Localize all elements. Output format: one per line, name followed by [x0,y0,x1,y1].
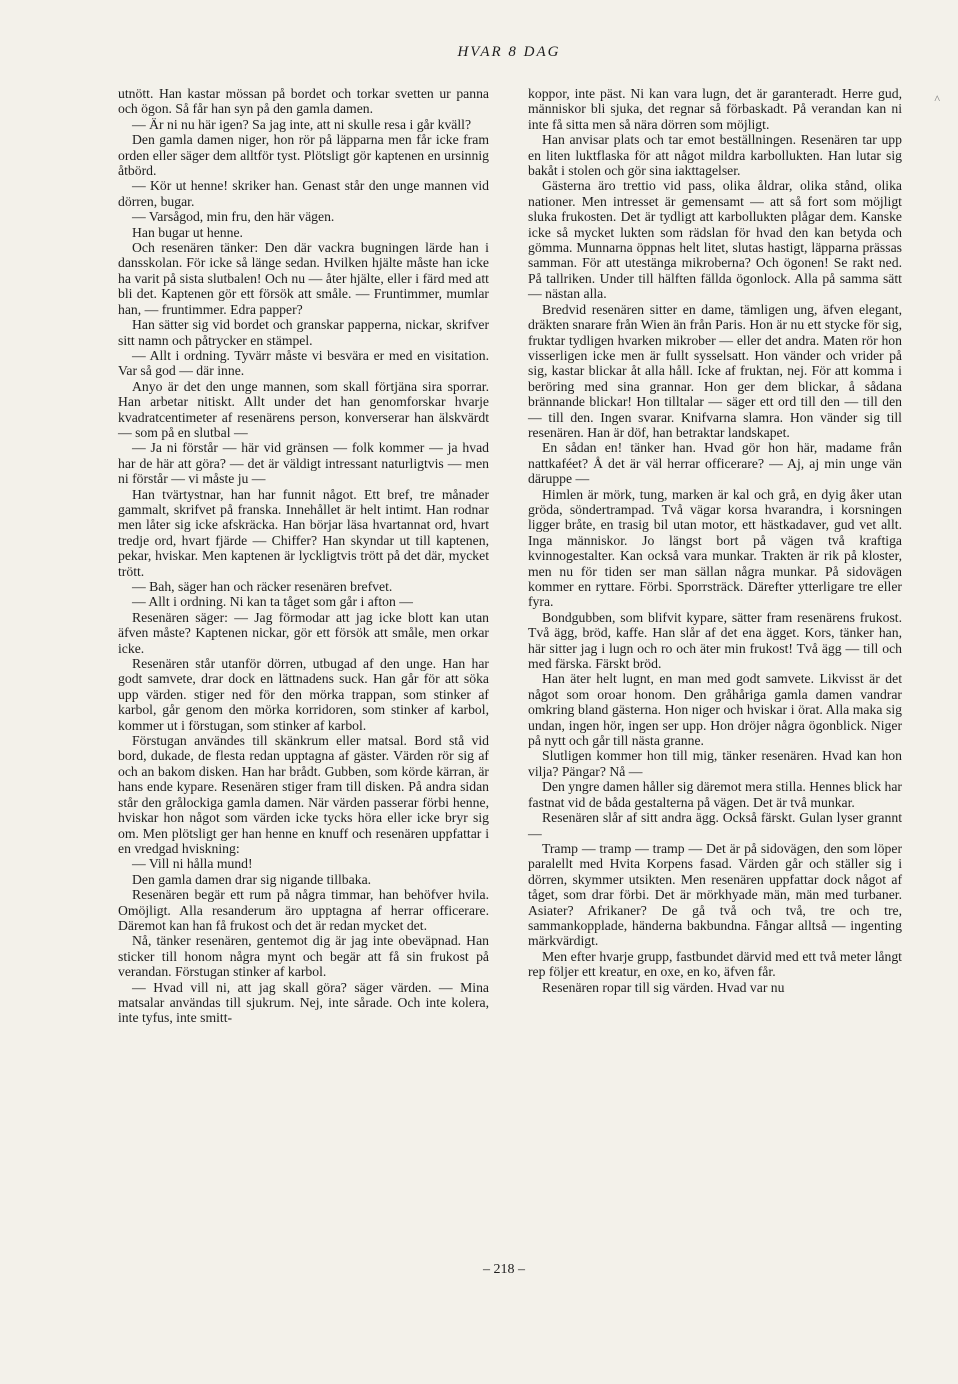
paragraph: Den gamla damen niger, hon rör på läpparna men får icke fram orden eller säger dem alltför tyst. Plötsligt gör kaptenen en ursinnig åtbörd. [118,132,489,179]
paragraph: — Kör ut henne! skriker han. Genast står den unge mannen vid dörren, bugar. [118,178,489,209]
paragraph: Resenären slår af sitt andra ägg. Också färskt. Gulan lyser grannt — [528,810,902,841]
paragraph: — Är ni nu här igen? Sa jag inte, att ni skulle resa i går kväll? [132,116,472,132]
paragraph: koppor, inte päst. Ni kan vara lugn, det är garanteradt. Herre gud, människor bli sjuka, det regnar så förbaskadt. På verandan kan ni inte få sitta men så nära dörren som möjligt. [528,86,902,132]
paragraph: — Bah, säger han och räcker resenären brefvet. [132,579,393,594]
paragraph: Nå, tänker resenären, gentemot dig är jag inte obeväpnad. Han sticker till honom några mynt och begär att få sin frukost på verandan. Förstugan stinker af karbol. [118,933,489,980]
paragraph: Men efter hvarje grupp, fastbundet därvid med ett två meter långt rep följer ett kreatur, en oxe, en ko, äfven får. [528,948,902,980]
margin-mark: ^ [934,92,940,106]
paragraph: Han äter helt lugnt, en man med godt samvete. Likvisst är det något som oroar honom. Den gråhåriga gamla damen vandrar omkring bland gästerna. Hon niger och hviskar i örat. Alla maka sig undan, ingen hör, ingen ser upp. Hon dröjer några ögonblick. Niger på nytt och går till nästa granne. [528,671,902,749]
paragraph: Himlen är mörk, tung, marken är kal och grå, en dyig åker utan gröda, söndertrampad. Två vägar korsa hvarandra, i korsningen ligger bråte, en trasig bil utan motor, ett hästkadaver, gud vet allt. Inga människor. Jo längst bort på vägen två kraftiga kvinnogestalter. Kan också vara munkar. Trakten är rik på kloster, men nu för tiden ser man sällan några munkar. På sidovägen kommer en ryttare. Förbi. Sporrsträck. Därefter ytterligare tre eller fyra. [528,486,902,610]
paragraph: Tramp — tramp — tramp — Det är på sidovägen, den som löper paralellt med Hvita Korpens fasad. Värden går och ställer sig i dörren, skymmer utsikten. Men resenären uppfattar dock något af tåget, som drar förbi. Det är mörkhyade män, män med turbaner. Asiater? Afrikaner? De gå två och två, tre och tre, sammankopplade, händerna bakbundna. Fångar alltså — ingenting märkvärdigt. [528,840,902,949]
paragraph: Förstugan användes till skänkrum eller matsal. Bord stå vid bord, dukade, de flesta redan upptagna af gäster. Värden rör sig af och an bakom disken. Han har brådt. Gubben, som körde kärran, är hans ende kypare. Resenären stiger fram till disken. På andra sidan står den grålockiga gamla damen. När värden passerar förbi henne, hviskar hon något som värden icke tycks höra eller icke bryr sig om. Men plötsligt ger han henne en knuff och resenären uppfattar i en vredgad hviskning: [118,733,489,856]
paragraph: — Hvad vill ni, att jag skall göra? säger värden. — Mina matsalar användas till sjukrum. Nej, inte sårade. Och inte kolera, inte tyfus, inte smitt- [118,979,489,1026]
paragraph: Den gamla damen drar sig nigande tillbaka. [132,871,372,887]
paragraph: Anyo är det den unge mannen, som skall förtjäna sira sporrar. Han arbetar nitiskt. Allt under det han genomforskar hvarje kvadratcentimeter af resenärens person, konverserar han älskvärdt — som på en slutbal — [118,378,489,440]
paragraph: — Ja ni förstår — här vid gränsen — folk kommer — ja hvad har de här att göra? — det är väldigt intressant naturligtvis — men ni förstår — vi måste ju — [118,440,489,487]
paragraph: Han tvärtystnar, han har funnit något. Ett bref, tre månader gammalt, skrifvet på franska. Innehållet är helt intimt. Han rodnar men låter sig icke afskräcka. Han börjar läsa hvartannat ord, hvart tredje ord, hvart fjärde — Chiffer? Han skyndar ut till kaptenen, pekar, hviskar. Men kaptenen är lyckligtvis trött på det där, mycket trött. [118,486,489,579]
paragraph: En sådan en! tänker han. Hvad gör hon här, madame från nattkaféet? Å det är väl herrar officerare? — Aj, aj min unge vän däruppe — [528,440,902,487]
paragraph: Och resenären tänker: Den där vackra bugningen lärde han i dansskolan. För icke så länge sedan. Hvilken hjälte måste han icke ha varit på sista slutbalen! Och nu — åter hjälte, eller i färd med att bli det. Kaptenen gör ett försök att småle. — Fruntimmer, mumlar han, — fruntimmer. Edra papper? [118,240,489,317]
paragraph: Den yngre damen håller sig däremot mera stilla. Hennes blick har fastnat vid de båda gestalterna på vägen. Det är två munkar. [528,779,902,810]
paragraph: — Varsågod, min fru, den här vägen. [132,209,335,225]
paragraph: — Allt i ordning. Tyvärr måste vi besvära er med en visitation. Var så god — där inne. [118,347,489,379]
page-number: – 218 – [483,1262,525,1277]
paragraph: Bondgubben, som blifvit kypare, sätter fram resenärens frukost. Två ägg, bröd, kaffe. Han slår af det ena ägget. Kors, tänker han, här sitter jag i lugn och ro och äter min frukost! Två ägg — till och med färska. Färskt bröd. [528,609,902,672]
paragraph: — Vill ni hålla mund! [132,856,253,872]
paragraph: Han sätter sig vid bordet och granskar papperna, nickar, skrifver sitt namn och påtrycker en stämpel. [118,317,489,348]
paragraph: Gästerna äro trettio vid pass, olika åldrar, olika stånd, olika nationer. Men intresset är gemensamt — att så fort som möjligt sluka frukosten. Det är tydligt att karbollukten plågar dem. Kanske icke så mycket lukten som rädslan för hvad den kan betyda och gömma. Munnarna öppnas helt litet, slutas hastigt, läpparna prässas samman. För att utestänga mikroberna? Och ögonen! Se rakt ned. På tallriken. Under till hälften fällda ögonlock. Alla på samma sätt — nästan alla. [528,178,902,302]
paragraph: utnött. Han kastar mössan på bordet och torkar svetten ur panna och ögon. Så får han syn på den gamla damen. [118,86,489,117]
paragraph: Resenären ropar till sig värden. Hvad var nu [542,979,785,995]
right-column [528,86,902,995]
paragraph: Resenären säger: — Jag förmodar att jag icke blott kan utan äfven måste? Kaptenen nickar, gör ett försök att småle, men orkar icke. [118,609,489,656]
paragraph: Slutligen kommer hon till mig, tänker resenären. Hvad kan hon vilja? Pängar? Nå — [528,748,902,779]
left-column [118,86,489,1026]
running-header: HVAR 8 DAG [457,44,561,60]
paragraph: Resenären står utanför dörren, utbugad af den unge. Han har godt samvete, drar dock en lättnadens suck. Han går för att söka upp värden. stiger ned för den mörka trappan, som stinker af karbol, går genom den mörka korridoren, som stinker af karbol, kommer ut i förstugan, som stinker af karbol. [118,656,489,733]
paragraph: Han bugar ut henne. [132,224,243,240]
paragraph: Han anvisar plats och tar emot beställningen. Resenären tar upp en liten luktflaska för att något mildra karbollukten. Han lutar sig bakåt i stolen och gör sina iakttagelser. [528,132,902,179]
paragraph: Bredvid resenären sitter en dame, tämligen ung, äfven elegant, dräkten snarare från Wien än från Paris. Hon är nu ett stycke för sig, fruktar tydligen hvarken mikrober — eller det andra. Maten rör hon visserligen icke men är fullt sysselsatt. Hon vänder och vrider på sig, kastar blickar åt alla håll. Icke af fruktan, nej. För att komma i beröring med sina grannar. Hon ger dem blickar, å sådana brännande blickar! Hon tilltalar — säger ett ord till den — till den — till den. Ingen svarar. Knifvarna slamra. Hon vänder sig till resenären. Han är döf, han betraktar landskapet. [528,301,902,440]
paragraph: Resenären begär ett rum på några timmar, han behöfver hvila. Omöjligt. Alla resanderum äro upptagna af herrar officerare. Däremot kan han få frukost och det är redan mycket det. [118,887,489,933]
paragraph: — Allt i ordning. Ni kan ta tåget som går i afton — [132,594,413,610]
